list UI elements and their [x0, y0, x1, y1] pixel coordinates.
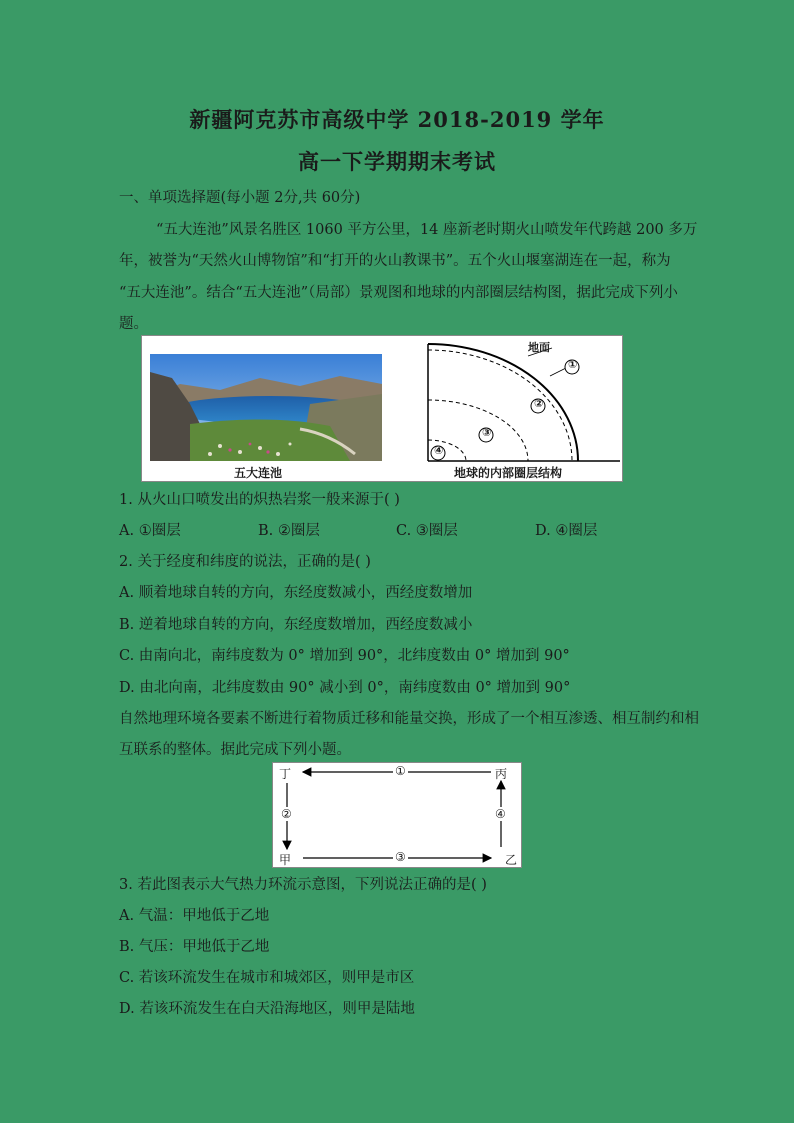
intro-line: 年，被誉为“天然火山博物馆”和“打开的火山教课书”。五个火山堰塞湖连在一起，称为	[119, 253, 671, 269]
option-a: A. 气温：甲地低于乙地	[119, 908, 270, 924]
option-b: B. ②圈层	[258, 523, 320, 539]
wudalianchi-landscape-photo	[150, 354, 382, 461]
corner-jia: 甲	[279, 853, 292, 867]
option-d: D. ④圈层	[535, 523, 598, 539]
arrow-label-bottom: ③	[395, 850, 406, 864]
document-title-line1: 新疆阿克苏市高级中学 2018-2019 学年	[189, 107, 605, 132]
earth-layers-diagram	[420, 336, 620, 481]
option-c: C. 若该环流发生在城市和城郊区，则甲是市区	[119, 970, 415, 986]
document-title-line2: 高一下学期期末考试	[298, 149, 496, 174]
figure-volcano-and-earth-layers	[141, 335, 623, 482]
option-d: D. 由北向南，北纬度数由 90° 减小到 0°，南纬度数由 0° 增加到 90°	[119, 680, 571, 696]
option-b: B. 气压：甲地低于乙地	[119, 939, 270, 955]
option-b: B. 逆着地球自转的方向，东经度数增加，西经度数减小	[119, 617, 473, 633]
intro-line: 互联系的整体。据此完成下列小题。	[119, 742, 351, 758]
intro-line: 自然地理环境各要素不断进行着物质迁移和能量交换，形成了一个相互渗透、相互制约和相	[119, 711, 699, 727]
question-stem: 1. 从火山口喷发出的炽热岩浆一般来源于( )	[119, 492, 400, 508]
intro-line: 题。	[119, 316, 148, 332]
option-c: C. ③圈层	[396, 523, 458, 539]
layer-label-1: ①	[568, 358, 578, 371]
arrow-label-right: ④	[495, 807, 506, 821]
intro-line: “五大连池”。结合“五大连池”（局部）景观图和地球的内部圈层结构图，据此完成下列小	[119, 285, 678, 301]
intro-line: “五大连池”风景名胜区 1060 平方公里，14 座新老时期火山喷发年代跨越 200 多万	[156, 222, 698, 238]
section-heading: 一、单项选择题(每小题 2分,共 60分)	[119, 190, 361, 206]
question-stem: 3. 若此图表示大气热力环流示意图，下列说法正确的是( )	[119, 877, 487, 893]
arrow-label-left: ②	[281, 807, 292, 821]
circulation-diagram	[272, 762, 522, 868]
layer-label-2: ②	[534, 397, 544, 410]
layer-label-3: ③	[482, 426, 492, 439]
option-a: A. 顺着地球自转的方向，东经度数减小，西经度数增加	[119, 585, 473, 601]
diagram-caption: 地球的内部圈层结构	[454, 466, 563, 480]
corner-yi: 乙	[505, 853, 518, 867]
layer-label-4: ④	[434, 444, 444, 457]
ground-label: 地面	[528, 341, 550, 354]
option-a: A. ①圈层	[119, 523, 181, 539]
photo-caption: 五大连池	[234, 466, 283, 480]
corner-ding: 丁	[279, 767, 292, 781]
question-stem: 2. 关于经度和纬度的说法，正确的是( )	[119, 554, 371, 570]
option-d: D. 若该环流发生在白天沿海地区，则甲是陆地	[119, 1001, 415, 1017]
arrow-label-top: ①	[395, 764, 406, 778]
corner-bing: 丙	[495, 767, 508, 781]
option-c: C. 由南向北，南纬度数为 0° 增加到 90°，北纬度数由 0° 增加到 90°	[119, 648, 570, 664]
